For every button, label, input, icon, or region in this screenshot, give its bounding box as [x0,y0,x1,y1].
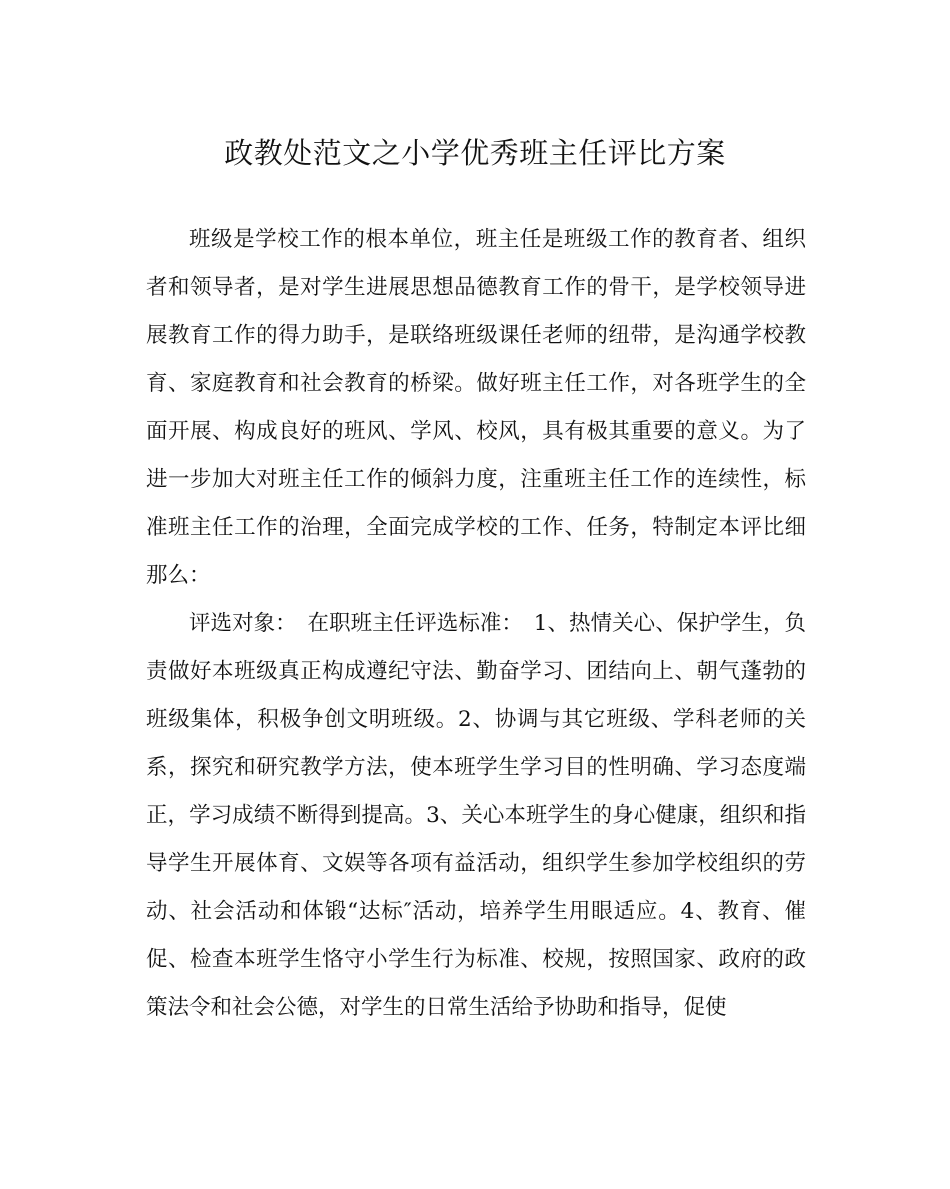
document-title: 政教处范文之小学优秀班主任评比方案 [224,136,726,170]
paragraph-introduction: 班级是学校工作的根本单位，班主任是班级工作的教育者、组织者和领导者，是对学生进展思想品德教育工作的骨干，是学校领导进展教育工作的得力助手，是联络班级课任老师的纽带，是沟通学校教育、家庭教育和社会教育的桥梁。做好班主任工作，对各班学生的全面开展、构成良好的班风、学风、校风，具有极其重要的意义。为了进一步加大对班主任工作的倾斜力度，注重班主任工作的连续性，标准班主任工作的治理，全面完成学校的工作、任务，特制定本评比细那么： [146,227,806,588]
document-body [146,216,806,1032]
paragraph-criteria: 评选对象： 在职班主任评选标准： 1、热情关心、保护学生，负责做好本班级真正构成遵纪守法、勤奋学习、团结向上、朝气蓬勃的班级集体，积极争创文明班级。2、协调与其它班级、学科老师的关系，探究和研究教学方法，使本班学生学习目的性明确、学习态度端正，学习成绩不断得到提高。3、关心本班学生的身心健康，组织和指导学生开展体育、文娱等各项有益活动，组织学生参加学校组织的劳动、社会活动和体锻“达标″活动，培养学生用眼适应。4、教育、催促、检查本班学生恪守小学生行为标准、校规，按照国家、政府的政策法令和社会公德，对学生的日常生活给予协助和指导，促使 [146,611,806,1020]
